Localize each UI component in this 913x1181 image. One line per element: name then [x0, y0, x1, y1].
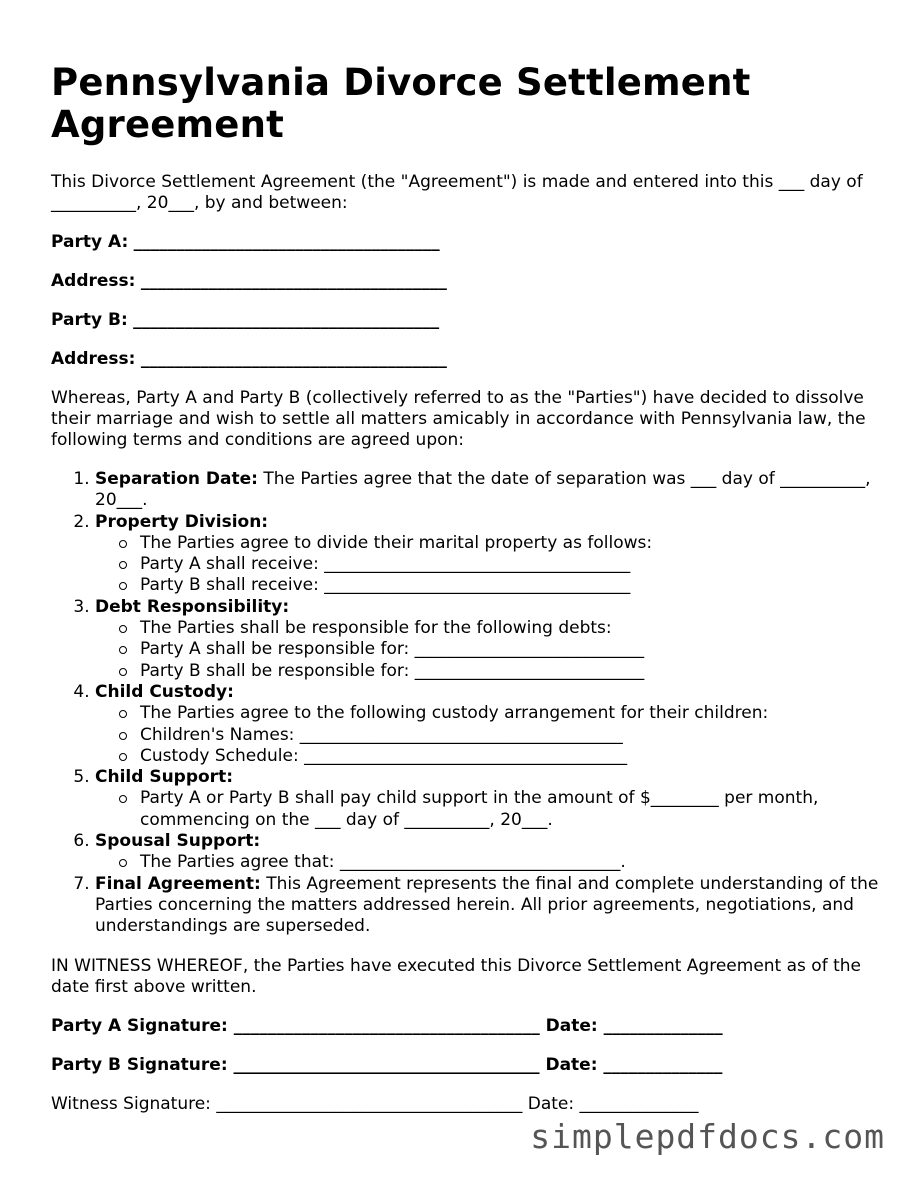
watermark: simplepdfdocs.com: [530, 1117, 885, 1156]
party-b-signature-label: Party B Signature: ____________________________________ Date: ______________: [51, 1054, 723, 1075]
document-page: [51, 62, 891, 1133]
term-child-custody: [95, 682, 891, 767]
terms-list: [51, 469, 891, 938]
term-final-agreement: [95, 874, 891, 938]
term-heading: Debt Responsibility:: [95, 596, 290, 617]
party-b-address-field: [51, 349, 891, 370]
party-a-field: [51, 232, 891, 253]
sub-list: [95, 618, 891, 682]
term-text: This Agreement represents the final and complete understanding of the Parties concerning the matters addressed herein. All prior agreements, negotiations, and understandings are superseded.: [95, 873, 879, 937]
list-item: The Parties shall be responsible for the following debts:: [119, 618, 891, 639]
list-item: The Parties agree to divide their marital property as follows:: [119, 533, 891, 554]
term-text: The Parties agree that the date of separation was ___ day of __________, 20___.: [95, 469, 871, 511]
sub-list: [95, 533, 891, 597]
list-item: Party A or Party B shall pay child support in the amount of $________ per month, commencing on the ___ day of __________, 20___.: [119, 788, 891, 831]
party-a-address-blank: ____________________________________: [140, 271, 447, 291]
list-item: The Parties agree to the following custody arrangement for their children:: [119, 703, 891, 724]
party-a-signature-line: [51, 1016, 891, 1037]
party-a-address-field: [51, 271, 891, 292]
party-b-blank: ____________________________________: [133, 310, 440, 330]
term-debt-responsibility: [95, 597, 891, 682]
party-b-field: [51, 310, 891, 331]
list-item: Children's Names: ______________________________________: [119, 725, 891, 746]
party-a-address-label: Address:: [51, 271, 136, 291]
party-a-signature-label: Party A Signature: ____________________________________ Date: ______________: [51, 1015, 723, 1036]
party-a-label: Party A:: [51, 232, 129, 252]
whereas-paragraph: Whereas, Party A and Party B (collectively referred to as the "Parties") have decided to dissolve their marriage and wish to settle all matters amicably in accordance with Pennsylvania law, the following terms and conditions are agreed upon:: [51, 388, 866, 450]
term-property-division: [95, 512, 891, 597]
list-item: Party B shall be responsible for: ___________________________: [119, 661, 891, 682]
intro-paragraph: This Divorce Settlement Agreement (the "Agreement") is made and entered into this ___ day of __________, 20___, by and between:: [51, 172, 863, 213]
sub-list: [95, 852, 891, 873]
term-heading: Property Division:: [95, 511, 269, 532]
term-spousal-support: [95, 831, 891, 874]
party-b-signature-line: [51, 1055, 891, 1076]
party-b-address-label: Address:: [51, 349, 136, 369]
term-heading: Spousal Support:: [95, 831, 261, 852]
party-a-blank: ____________________________________: [133, 232, 440, 252]
document-title: Pennsylvania Divorce Settlement Agreement: [51, 61, 751, 146]
term-heading: Separation Date:: [95, 469, 258, 489]
term-separation-date: [95, 469, 891, 512]
list-item: Party A shall be responsible for: ___________________________: [119, 639, 891, 660]
list-item: Party A shall receive: ____________________________________: [119, 554, 891, 575]
list-item: The Parties agree that: _________________________________.: [119, 852, 891, 873]
sub-list: [95, 788, 891, 831]
witness-statement: IN WITNESS WHEREOF, the Parties have executed this Divorce Settlement Agreement as of the date first above written.: [51, 955, 861, 997]
list-item: Party B shall receive: ____________________________________: [119, 575, 891, 596]
sub-list: [95, 703, 891, 767]
witness-signature-line: Witness Signature: ____________________________________ Date: ______________: [51, 1093, 699, 1114]
term-heading: Child Custody:: [95, 681, 234, 702]
party-b-label: Party B:: [51, 310, 128, 330]
term-heading: Final Agreement:: [95, 873, 261, 894]
list-item: Custody Schedule: ______________________________________: [119, 746, 891, 767]
term-heading: Child Support:: [95, 767, 233, 788]
term-child-support: [95, 767, 891, 831]
party-b-address-blank: ____________________________________: [140, 349, 447, 369]
